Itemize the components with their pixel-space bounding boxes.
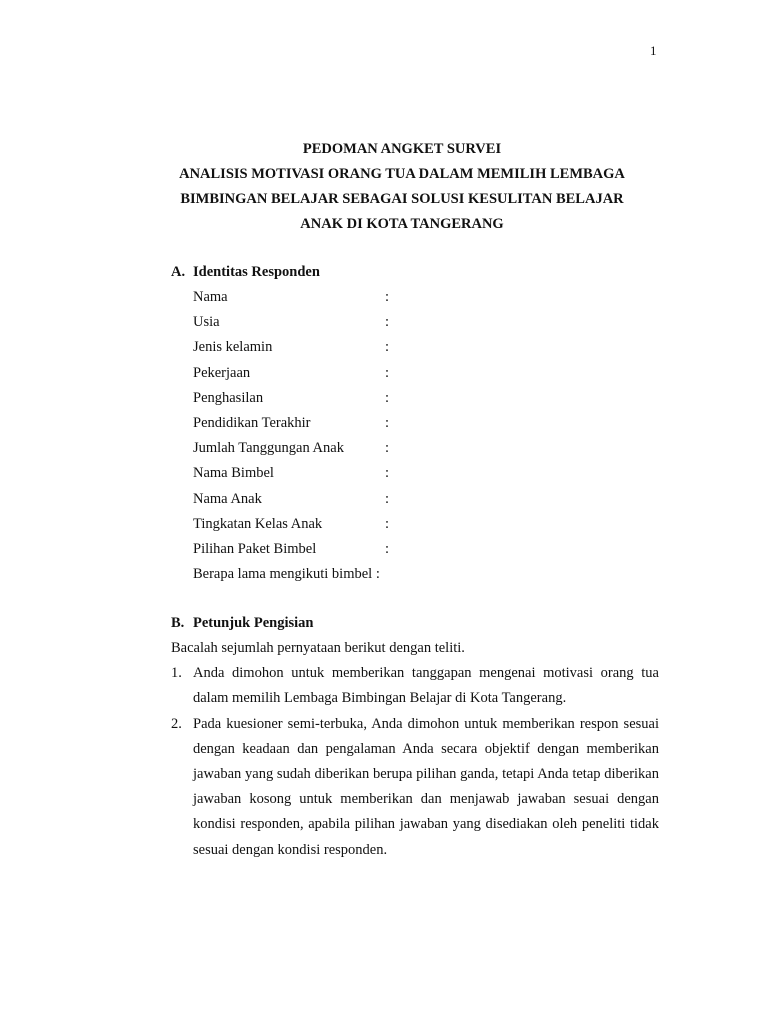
field-colon: : [375, 566, 380, 583]
section-identitas-responden [171, 260, 661, 587]
field-row-penghasilan [171, 386, 661, 411]
section-b-heading [171, 611, 659, 636]
field-label: Nama Bimbel [193, 465, 274, 482]
field-colon: : [385, 339, 390, 356]
field-row-nama-anak [171, 487, 661, 512]
field-colon: : [385, 289, 390, 305]
field-colon: : [385, 440, 390, 457]
section-b-letter: B. [171, 615, 185, 631]
instruction-item-2 [171, 712, 659, 863]
field-label [193, 562, 380, 587]
field-colon: : [385, 364, 390, 381]
field-label: Penghasilan [193, 389, 264, 406]
field-label: Pendidikan Terakhir [193, 414, 311, 431]
field-row-jenis-kelamin [171, 335, 661, 360]
field-label: Pilihan Paket Bimbel [193, 540, 317, 557]
field-label: Tingkatan Kelas Anak [193, 515, 323, 532]
section-b-title: Petunjuk Pengisian [193, 615, 314, 631]
field-label: Nama [193, 289, 228, 305]
field-row-nama-bimbel [171, 461, 661, 486]
field-colon: : [385, 314, 390, 331]
title-line-1: PEDOMAN ANGKET SURVEI [302, 141, 502, 157]
document-title [100, 137, 704, 237]
field-row-pendidikan-terakhir [171, 411, 661, 436]
field-colon: : [385, 465, 390, 482]
instruction-text: Pada kuesioner semi-terbuka, Anda dimohon untuk memberikan respon sesuai dengan keadaan dan pengalaman Anda secara objektif dengan memberikan jawaban yang sudah diberikan berupa pilihan ganda, tetapi Anda tetap diberikan jawaban kosong untuk memberikan dan menjawab jawaban sesuai dengan kondisi responden, apabila pilihan jawaban yang disediakan oleh peneliti tidak sesuai dengan kondisi responden. [193, 715, 659, 858]
field-label: Jumlah Tanggungan Anak [193, 440, 344, 457]
instructions-intro: Bacalah sejumlah pernyataan berikut dengan teliti. [171, 640, 465, 656]
field-colon: : [385, 389, 390, 406]
field-row-jumlah-tanggungan-anak [171, 436, 661, 461]
field-colon: : [385, 490, 390, 507]
field-label: Jenis kelamin [193, 339, 273, 356]
instruction-item-1 [171, 661, 659, 711]
title-line-3: BIMBINGAN BELAJAR SEBAGAI SOLUSI KESULITAN BELAJAR [180, 191, 624, 207]
field-row-lama-bimbel [171, 562, 661, 587]
field-row-usia [171, 310, 661, 335]
section-a-letter: A. [171, 264, 186, 280]
page-number: 1 [650, 43, 657, 58]
field-label-text: Berapa lama mengikuti bimbel [193, 566, 373, 583]
field-row-tingkatan-kelas-anak [171, 512, 661, 537]
section-a-heading [171, 260, 661, 285]
field-label: Usia [193, 314, 220, 331]
field-colon: : [385, 540, 390, 557]
field-row-nama [171, 285, 661, 310]
title-line-2: ANALISIS MOTIVASI ORANG TUA DALAM MEMILIH LEMBAGA [179, 166, 625, 182]
instruction-number: 2. [171, 715, 182, 732]
field-colon: : [385, 515, 390, 532]
field-row-pilihan-paket-bimbel [171, 537, 661, 562]
field-label: Pekerjaan [193, 364, 251, 381]
title-line-4: ANAK DI KOTA TANGERANG [300, 216, 504, 232]
field-row-pekerjaan [171, 361, 661, 386]
instruction-text: Anda dimohon untuk memberikan tanggapan mengenai motivasi orang tua dalam memilih Lembaga Bimbingan Belajar di Kota Tangerang. [193, 665, 659, 707]
section-a-title: Identitas Responden [193, 264, 320, 280]
field-label: Nama Anak [193, 490, 262, 507]
section-petunjuk-pengisian [171, 611, 659, 863]
field-colon: : [385, 414, 390, 431]
instruction-number: 1. [171, 665, 182, 682]
